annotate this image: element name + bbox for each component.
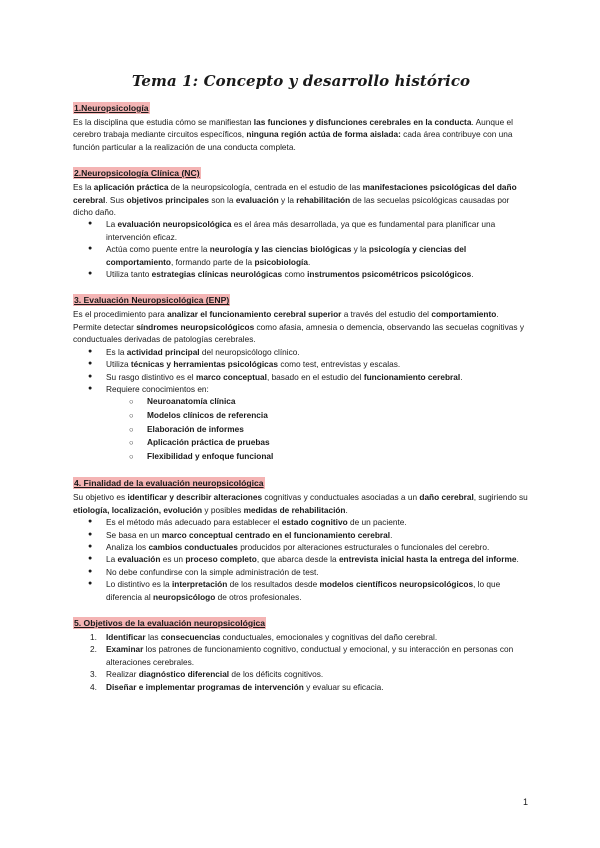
bold-text: interpretación (171, 579, 228, 590)
bold-text: objetivos principales (126, 194, 210, 205)
sub-list (106, 395, 529, 463)
text-run: . (345, 504, 348, 515)
numbered-item (90, 643, 529, 668)
text-run: a través del estudio del (341, 309, 432, 320)
section-paragraph (73, 116, 529, 153)
text-run: , basado en el estudio del (266, 371, 364, 382)
text-run: de los resultados desde (227, 579, 320, 590)
text-run: y posibles (202, 504, 244, 515)
text-run: cognitivas y conductuales asociadas a un (262, 492, 420, 503)
item-number: 2. (90, 644, 97, 655)
text-run: Utiliza (106, 359, 131, 370)
text-run: los patrones de funcionamiento cognitivo, conductual y emocional, y su interacción en personas con alteraciones cerebrales. (106, 644, 514, 667)
bold-text: medidas de rehabilitación (243, 504, 346, 515)
text-run: Se basa en un (106, 529, 162, 540)
sub-list-item: ○ Elaboración de informes (147, 423, 529, 437)
text-run: las (145, 631, 161, 642)
list-item (106, 243, 529, 268)
bold-text: síndromes neuropsicológicos (136, 321, 255, 332)
bold-text: psicobiología (254, 256, 308, 267)
bold-text: Identificar (106, 631, 146, 642)
text-run: . (307, 256, 311, 267)
bold-text: diagnóstico diferencial (138, 669, 230, 680)
list-item (106, 516, 529, 528)
bold-text: marco conceptual centrado en el funcionamiento cerebral (161, 529, 391, 540)
text-run: de las secuelas psicológicas causadas por dicho daño. (73, 194, 510, 218)
text-run: y la (351, 244, 369, 255)
text-run: Su objetivo es (73, 492, 128, 503)
document-page (73, 72, 529, 703)
text-run: , lo que diferencia al (106, 579, 501, 602)
list-item (106, 268, 529, 280)
text-run: , sugiriendo su (473, 492, 528, 503)
text-run: Su rasgo distintivo es el (106, 371, 196, 382)
text-run: Es la (106, 346, 127, 357)
text-run: Utiliza tanto (106, 269, 152, 280)
text-run: Es el método más adecuado para establecer el (106, 517, 282, 528)
text-run: , que abarca desde la (256, 554, 339, 565)
section-heading: 1.Neuropsicología (74, 103, 149, 113)
text-run: como test, entrevistas y escalas. (278, 359, 401, 370)
bold-text: actividad principal (126, 346, 200, 357)
bold-text: ninguna región actúa de forma aislada: (246, 129, 401, 140)
bold-text: daño cerebral (419, 492, 474, 503)
text-run: como (282, 269, 308, 280)
bold-text: estrategias clínicas neurológicas (151, 269, 283, 280)
bold-text: proceso completo (185, 554, 257, 565)
text-run: de otros profesionales. (215, 591, 302, 602)
text-run: conductuales, emocionales y cognitivas del daño cerebral. (220, 631, 438, 642)
bold-text: evaluación (235, 194, 279, 205)
sub-list-item: ○ Aplicación práctica de pruebas (147, 436, 529, 450)
list-item (106, 541, 529, 553)
list-item (106, 383, 529, 463)
text-run: cada área contribuye con una función particular a la realización de una conducta completa. (73, 129, 513, 152)
text-run: Requiere conocimientos en: (106, 383, 209, 394)
bold-text: comportamiento (431, 309, 497, 320)
text-run: Lo distintivo es la (106, 579, 172, 590)
bold-text: Diseñar e implementar programas de intervención (106, 681, 304, 692)
section-paragraph (73, 181, 529, 218)
bold-text: consecuencias (160, 631, 221, 642)
list-item (106, 358, 529, 370)
bold-text: modelos científicos neuropsicológicos (319, 579, 474, 590)
text-run: es un (160, 554, 186, 565)
text-run: Es el procedimiento para (73, 309, 168, 320)
text-run: Es la (73, 182, 94, 193)
text-run: y la (278, 194, 297, 205)
text-run: Actúa como puente entre la (106, 244, 210, 255)
page-number: 1 (523, 797, 529, 807)
bullet-list (73, 346, 529, 464)
item-text (106, 669, 323, 679)
list-item (106, 566, 529, 578)
document-title: Tema 1: Concepto y desarrollo histórico (131, 72, 471, 90)
numbered-item (90, 681, 529, 693)
list-item-text (106, 384, 209, 394)
text-run: No debe confundirse con la simple administración de test. (106, 566, 319, 577)
text-run: producidos por alteraciones estructurales o funcionales del cerebro. (237, 541, 490, 552)
bold-text: técnicas y herramientas psicológicas (130, 359, 279, 370)
section-objetivos (73, 613, 529, 693)
numbered-item (90, 631, 529, 643)
text-run: . (471, 269, 474, 280)
item-number: 1. (90, 631, 97, 642)
item-text (106, 632, 437, 642)
list-item (106, 346, 529, 358)
text-run: Realizar (106, 669, 139, 680)
list-item (106, 529, 529, 541)
section-finalidad (73, 473, 529, 603)
bold-text: marco conceptual (195, 371, 267, 382)
text-run: . Permite detectar (73, 309, 499, 332)
bold-text: instrumentos psicométricos psicológicos (307, 269, 472, 280)
bold-text: las funciones y disfunciones cerebrales en la conducta (253, 117, 472, 127)
text-run: y evaluar su eficacia. (303, 681, 384, 692)
sub-list-item: ○ Neuroanatomía clínica (147, 395, 529, 409)
item-text (106, 644, 513, 666)
text-run: . (390, 529, 393, 540)
bold-text: rehabilitación (296, 194, 351, 205)
bold-text: manifestaciones psicológicas del daño cerebral (73, 182, 517, 205)
text-run: La (106, 554, 118, 565)
text-run: La (106, 219, 118, 230)
numbered-item (90, 668, 529, 680)
bold-text: identificar y describir alteraciones (127, 492, 263, 503)
bold-text: neuropsicólogo (153, 591, 216, 602)
list-item (106, 218, 529, 243)
section-neuropsicologia-clinica (73, 163, 529, 280)
section-heading: 4. Finalidad de la evaluación neuropsicológica (74, 478, 264, 489)
item-text (106, 682, 384, 692)
bold-text: aplicación práctica (93, 182, 169, 193)
text-run: de los déficits cognitivos. (229, 669, 324, 680)
text-run: del neuropsicólogo clínico. (199, 346, 300, 357)
list-item (106, 371, 529, 383)
bold-text: evaluación neuropsicológica (117, 219, 232, 230)
bold-text: cambios conductuales (148, 541, 238, 552)
bold-text: neurología y las ciencias biológicas (209, 244, 352, 255)
sub-list-item: ○ Flexibilidad y enfoque funcional (147, 450, 529, 464)
numbered-list (73, 631, 529, 693)
section-heading: 5. Objetivos de la evaluación neuropsicológica (74, 617, 266, 628)
list-item (106, 578, 529, 603)
text-run: . Sus (105, 194, 127, 205)
bold-text: entrevista inicial hasta la entrega del informe (338, 554, 517, 565)
text-run: como afasia, amnesia o demencia, observando las secuelas cognitivas y conductuales derivadas de patologías cerebrales. (73, 321, 525, 345)
text-run: son la (209, 194, 236, 205)
section-evaluacion-neuropsicologica (73, 290, 529, 463)
bold-text: analizar el funcionamiento cerebral superior (167, 309, 342, 320)
text-run: . Aunque el cerebro trabaja mediante circuitos específicos, (73, 117, 513, 140)
text-run: de un paciente. (347, 517, 407, 528)
text-run: , formando parte de la (171, 256, 255, 267)
text-run: . (516, 554, 519, 565)
item-number: 4. (90, 681, 97, 692)
bold-text: estado cognitivo (281, 517, 348, 528)
section-heading: 2.Neuropsicología Clínica (NC) (74, 168, 200, 179)
bold-text: etiología, localización, evolución (73, 504, 203, 515)
text-run: es el área más desarrollada, ya que es fundamental para planificar una intervención eficaz. (106, 219, 496, 242)
section-neuropsicologia (73, 98, 529, 153)
section-paragraph (73, 491, 529, 516)
bullet-list (73, 516, 529, 603)
text-run: de la neuropsicología, centrada en el estudio de las (168, 182, 363, 193)
bullet-list (73, 218, 529, 280)
section-heading: 3. Evaluación Neuropsicológica (ENP) (74, 295, 230, 306)
text-run: Es la disciplina que estudia cómo se manifiestan (73, 117, 254, 127)
list-item (106, 553, 529, 565)
section-paragraph (73, 308, 529, 345)
bold-text: evaluación (117, 554, 161, 565)
bold-text: psicología y ciencias del comportamiento (106, 244, 467, 267)
item-number: 3. (90, 669, 97, 680)
bold-text: Examinar (106, 644, 144, 655)
bold-text: funcionamiento cerebral (363, 371, 461, 382)
text-run: Analiza los (106, 541, 149, 552)
text-run: . (460, 371, 463, 382)
sub-list-item: ○ Modelos clínicos de referencia (147, 409, 529, 423)
